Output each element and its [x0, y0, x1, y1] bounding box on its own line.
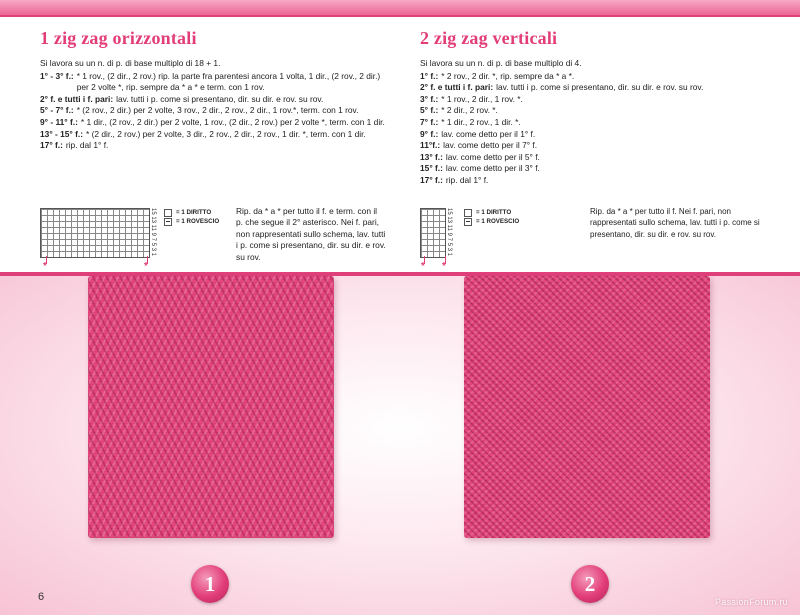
pattern-number-badge-2: 2	[571, 565, 609, 603]
left-repeat-star-start: *	[43, 261, 47, 272]
left-legend-purl: = 1 ROVESCIO	[164, 217, 219, 226]
left-legend	[164, 208, 219, 226]
knit-symbol-icon	[164, 209, 172, 217]
right-row-10: 17° f.: rip. dal 1° f.	[420, 174, 489, 185]
right-knit-swatch-photo	[464, 276, 710, 538]
right-row-2: 2° f. e tutti i f. pari: lav. tutti i p. come si presentano, dir. su dir. e rov. su rov.	[420, 82, 704, 93]
right-row-8: 13° f.: lav. come detto per il 5° f.	[420, 151, 540, 162]
pattern-number-badge-1: 1	[191, 565, 229, 603]
left-intro: Si lavora su un n. di p. di base multiplo di 18 + 1.	[40, 58, 221, 68]
watermark-text: PassionForum.ru	[714, 597, 788, 607]
left-row-3: 5° - 7° f.: * (2 rov., 2 dir.) per 2 volte, 3 rov., 2 dir., 2 rov., 2 dir., 1 rov.*, term. con 1 rov.	[40, 105, 359, 116]
left-row-4: 9° - 11° f.: * 1 dir., (2 rov., 2 dir.) per 2 volte, 1 rov., (2 dir., 2 rov.) per 2 volte *, term. con 1 dir.	[40, 116, 385, 127]
right-pattern-title: 2 zig zag verticali	[420, 28, 558, 48]
left-row-2: 2° f. e tutti i f. pari: lav. tutti i p. come si presentano, dir. su dir. e rov. su rov.	[40, 93, 324, 104]
right-legend-purl: = 1 ROVESCIO	[464, 217, 519, 226]
left-row-6: 17° f.: rip. dal 1° f.	[40, 140, 109, 151]
right-row-4: 5° f.: * 2 dir., 2 rov. *.	[420, 105, 498, 116]
right-repeat-star-end: *	[442, 261, 446, 272]
page-number: 6	[38, 591, 45, 603]
left-knit-swatch-photo	[88, 276, 334, 538]
right-legend-knit: = 1 DIRITTO	[464, 208, 519, 217]
purl-symbol-icon	[464, 218, 472, 226]
right-chart-note: Rip. da * a * per tutto il f. Nei f. pari, non rappresentati sullo schema, lav. tutti i p. come si presentano, dir. su dir. e rov. su rov.	[590, 207, 760, 239]
right-row-1: 1° f.: * 2 rov., 2 dir. *, rip. sempre da * a *.	[420, 70, 575, 81]
knit-symbol-icon	[464, 209, 472, 217]
top-color-band	[0, 0, 800, 17]
left-row-5: 13° - 15° f.: * (2 dir., 2 rov.) per 2 volte, 3 dir., 2 rov., 2 dir., 2 rov., 1 dir. *, term. con 1 dir.	[40, 128, 366, 139]
right-pattern-column	[420, 28, 770, 187]
right-legend	[464, 208, 519, 226]
purl-symbol-icon	[164, 218, 172, 226]
left-legend-knit: = 1 DIRITTO	[164, 208, 219, 217]
left-pattern-column	[40, 28, 385, 152]
left-stitch-chart	[40, 208, 150, 258]
right-row-7: 11°f.: lav. come detto per il 7° f.	[420, 140, 538, 151]
left-chart-note: Rip. da * a * per tutto il f. e term. con il p. che segue il 2° asterisco. Nei f. pari, non rappresentati sullo schema, lav. tutti i p. come si presentano, dir. su dir. e rov. su rov.	[236, 206, 386, 262]
left-row-1: 1° - 3° f.: * 1 rov., (2 dir., 2 rov.) rip. la parte fra parentesi ancora 1 volta, 1 dir., (2 rov., 2 dir.) per 2 volte *, rip. sempre da * a * e term. con 1 rov.	[40, 70, 381, 93]
right-chart-row-numbers: 15 13 11 9 7 5 3 1	[446, 208, 452, 256]
right-row-3: 3° f.: * 1 rov., 2 dir., 1 rov. *.	[420, 93, 523, 104]
left-pattern-title: 1 zig zag orizzontali	[40, 28, 197, 48]
right-row-5: 7° f.: * 1 dir., 2 rov., 1 dir. *.	[420, 116, 521, 127]
right-row-9: 15° f.: lav. come detto per il 3° f.	[420, 163, 540, 174]
left-chart-row-numbers: 15 13 11 9 7 5 3 1	[150, 208, 156, 256]
right-stitch-chart	[420, 208, 446, 258]
right-repeat-star-start: *	[421, 261, 425, 272]
right-row-6: 9° f.: lav. come detto per il 1° f.	[420, 128, 536, 139]
right-intro: Si lavora su un n. di p. di base multiplo di 4.	[420, 58, 582, 68]
left-repeat-star-end: *	[144, 261, 148, 272]
